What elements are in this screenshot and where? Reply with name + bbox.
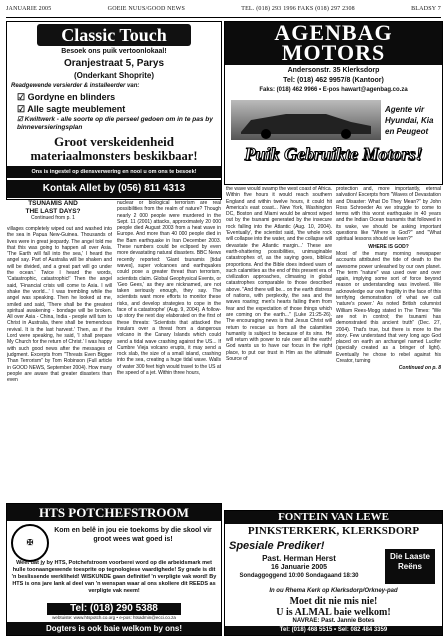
agenbag-fax: Faks: (018) 462 9966 • E-pos hawart@agenbag.co.za <box>259 87 408 93</box>
column-subhead: WHERE IS GOD? <box>368 243 409 250</box>
classic-touch-address-note: (Onderkant Shoprite) <box>73 71 154 80</box>
classic-touch-banner-2: materiaalmonsters beskikbaar! <box>30 149 198 163</box>
column-text: nuclear or biological terrorism are real possibilities from the realm of nature? Though nearly 2 000 people were murdered in the Sept. 11 (2001) attacks, approximately 20 000 people died August 2003 from a heat wave in Europe. And more than 40 000 people died in the Bam earthquake in Iran December 2003. These numbers could be eclipsed by even more devastating natural disasters. BBC News recently reported: 'Giant tsunamis [tidal waves], super volcanoes and earthquakes could pose a greater threat than terrorism, scientists claim. Global Geophysical Events, or 'Geo Gees,' as they are nicknamed, are not taken seriously enough, they say. The scientists want more efforts to monitor these risks, and develop strategies to cope in the face of a catastrophe' (Aug. 9, 2004). A follow-up story the next day elaborated on the first of these threats: 'Scientists that attacked the insulars over a threat from a dangerous volcano in the Canary Islands which could send a tidal wave crashing against the US... If Cumbre Vieja volcano erupts, it may send a rock slab, the size of a small island, crashing into the sea, creating a huge tidal wave. Walls of water 300 feet high would travel to the US at the speed of a jet. Within three hours, <box>117 200 221 377</box>
classic-touch-ad <box>6 21 222 200</box>
classic-touch-item-2 <box>17 104 217 115</box>
agenbag-title: AGENBAG MOTORS <box>225 22 442 65</box>
article-column-3 <box>226 186 332 506</box>
car-photo <box>231 100 381 140</box>
agenbag-slogan: Puik Gebruikte Motors! <box>244 144 423 164</box>
header-date: JANUARIE 2005 <box>6 6 52 12</box>
agenbag-address: Andersonstr. 35 Klerksdorp <box>287 67 380 74</box>
classic-touch-tagline: Besoek ons puik vertoonlokaal! <box>61 48 167 55</box>
page-header <box>6 6 441 16</box>
fontein-title-1: FONTEIN VAN LEWE <box>225 511 442 524</box>
classic-touch-banner-1: Groot verskeidenheid <box>53 134 174 149</box>
checkbox-icon: ☑ <box>17 92 28 102</box>
fontein-slogan-2: U is ALMAL baie welkom! <box>276 607 391 618</box>
fontein-special: Spesiale Prediker! <box>229 540 325 552</box>
article-column-4 <box>336 186 441 506</box>
checkbox-icon: ☑ <box>17 104 28 114</box>
crest-icon: ✠ <box>26 538 34 547</box>
fontein-times: Sondaggoggend 10:00 Sondagaand 18:30 <box>239 573 359 579</box>
hts-title: HTS POTCHEFSTROOM <box>7 504 221 521</box>
article-title-line-2: THE LAST DAYS? <box>25 207 81 215</box>
fontein-title-2: PINKSTERKERK, KLERKSDORP <box>247 525 420 537</box>
fontein-phones: Tel: (018) 468 5515 • Sel: 082 484 3359 <box>225 626 442 635</box>
column-text: Most of the many morning newspaper accounts attributed the tide of death to the awesome power unleashed by our own planet. The term "nature" was used over and over again, implying some sort of force beyond reason or understanding was involved. We acknowledge our own fragility in the face of this terrifying demonstration of what we call 'nature's power.' As noted British columnist William Rees-Mogg stated in The Times: "We are not in control; the tsunami has demonstrated this ancient truth" (Dec. 27, 2004). That's true, but there is more to the story. Few understand that very long ago God placed on earth an archangel named Lucifer (specially created as a bringer of light). Eventually he chose to rebel against his Creator, turning <box>336 250 441 365</box>
header-publication: GOEIE NUUS/GOOD NEWS <box>107 6 185 12</box>
agenbag-motors-ad <box>224 21 443 185</box>
column-text: villages completely wiped out and washed into the sea in Papua New-Guinea. Thousands of lives were in great jeopardy. The angel told me that this was going to happen all over Asia. 'The Earth will fall into the sea,' I heard the angel say. Part of Australia will be shaken and will be divided, and a great part will go under the ocean.' Twice I heard the words, 'Catastrophic, catastrophic!' Then the angel said, 'Financial crisis will come to Asia. I will shake the world...' I was trembling while the angel was speaking. Then he looked at me, smiled and said, 'There shall be the greatest spiritual awakening - bondage will be broken. All over Asia - China, India - people will turn to Christ in Australia, there shall be tremendous revival. It is the last harvest.' Then, as if the Lord were speaking, he said, 'I shall prepare My Church for the return of Christ.' I was happy with such good news after the messages of judgment. Excerpts from "Threats Even Bigger Than Terrorism" by Tom Robinson (Full article in GOOD NEWS, September 2004). How many people are aware that greater disasters than even <box>7 226 112 384</box>
classic-touch-contact: Kontak Allet by (056) 811 4313 <box>7 180 221 198</box>
continued-note: Continued on p. 8 <box>398 365 441 372</box>
item-label: Alle sagte meublement <box>27 104 126 114</box>
article-column-1 <box>7 226 112 500</box>
article-title <box>8 200 98 223</box>
classic-touch-address: Oranjestraat 5, Parys <box>63 58 165 69</box>
hts-footer: Dogters is ook baie welkom by ons! <box>7 622 221 635</box>
fontein-speaker: Past. Herman Herst <box>262 554 336 563</box>
fontein-van-lewe-ad <box>224 510 443 636</box>
fontein-theme: Die Laaste Reëns <box>385 549 435 584</box>
classic-touch-item-1 <box>17 92 217 103</box>
column-text: the wave would swamp the west coast of Africa. Within five hours it would reach southern England and within twelve hours, it could hit America's east coast... New York, Washington DC, Boston and Miami would be almost wiped out by the tsunami generated by the insecure rock falling into the Atlantic (Aug. 10, 2004). 'Eventually', the scientist said, 'the whole rock will collapse into the water, and the collapse will devastate the Atlantic margin...' These are earth-shattering possibilities, unimaginable catastrophes of, as the saying goes, biblical proportions. And the Bible does indeed warn of such calamities as the end of this present era of civilization approaches, climaxing in global catastrophes comparable to those described above. "And there will be... on the earth distress of nations, with perplexity, the sea and the waves roaring; men's hearts failing them from fear and the expectation of those things which are coming on the earth..." (Luke 21:25-26). The encouraging news is that Jesus Christ will return to rescue us from all the calamities humanity is subject to because of its sins. He will return with power to rule over all the earth! God wants us to have our focus in the right place, to put our trust in Him as the ultimate Source of <box>226 186 332 363</box>
item-label: Kwiltwerk - alle soorte op die perseel gedoen om in te pas by binneversieringsplan <box>17 116 213 131</box>
hts-logo <box>11 524 49 562</box>
hts-potchefstroom-ad <box>6 503 222 636</box>
agenbag-tel: Tel: (018) 462 9957/8 (Kantoor) <box>283 77 384 84</box>
article-column-2 <box>117 200 221 500</box>
column-text: protection and, more importantly, eternal salvation! Excerpts from "Waves of Devastation and Disaster: What Do They Mean?" by John Ross Schroeder As we struggle to come to terms with this worst earthquake in 40 years and the Indian Ocean tsunamis that followed in its wake, we should be asking important questions like "Where is God?" and "What spiritual lessons should we learn?" <box>336 186 441 243</box>
article-continued-from: Continued from p. 1 <box>31 215 75 221</box>
hts-tel: Tel: (018) 290 5388 <box>47 603 181 615</box>
classic-touch-subhead: Readgewende versierder & installeerder van: <box>11 83 140 89</box>
header-page: BLADSY 7 <box>411 6 441 12</box>
fontein-contact: NAVRAE: Past. Jannie Botes <box>292 618 375 624</box>
checkbox-icon: ☑ <box>17 116 25 123</box>
item-label: Gordyne en blinders <box>27 92 116 102</box>
fontein-date: 16 Januarie 2005 <box>270 564 328 571</box>
header-rule <box>6 17 441 18</box>
classic-touch-item-3 <box>17 116 217 132</box>
article-title-line-1: TSUNAMIS AND <box>28 200 78 207</box>
fontein-location: In ou Rhema Kerk op Klerksdorp/Orkney-pad <box>269 588 398 594</box>
hts-tagline: Kom en belê in jou eie toekoms by die skool vir groot wees wat goed is! <box>54 527 212 543</box>
header-contact: TEL. (018) 293 1996 FAKS (018) 297 2308 <box>241 6 355 12</box>
classic-touch-title: Classic Touch <box>37 24 191 46</box>
classic-touch-note: Ons is ingestel op diensverwering en nooi u om ons te besoek! <box>7 166 221 178</box>
car-icon <box>231 100 381 140</box>
hts-web: webtuiste: www.htspotch.co.org • e-pos: htsadmin@ecci.co.za <box>52 615 176 620</box>
agenbag-brands: Agente vir Hyundai, Kia en Peugeot <box>385 105 434 136</box>
hts-body: Weet dat jy by HTS, Potchefstroom voorberei word op die arbeidsmark met hulle toonaangewende toesprite op tegnologiese vaardighede! Sy grade is dit 'n beslissende werkliheid! WISKUNDE gaan definitief 'n verpligte vak word! By HTS is ons jare lank al deel van 'n wenspan waar al ons skoliere dit REEDS as verpligte vak neem! <box>11 560 217 594</box>
fontein-slogan-1: Moet dit nie mis nie! <box>289 596 378 607</box>
